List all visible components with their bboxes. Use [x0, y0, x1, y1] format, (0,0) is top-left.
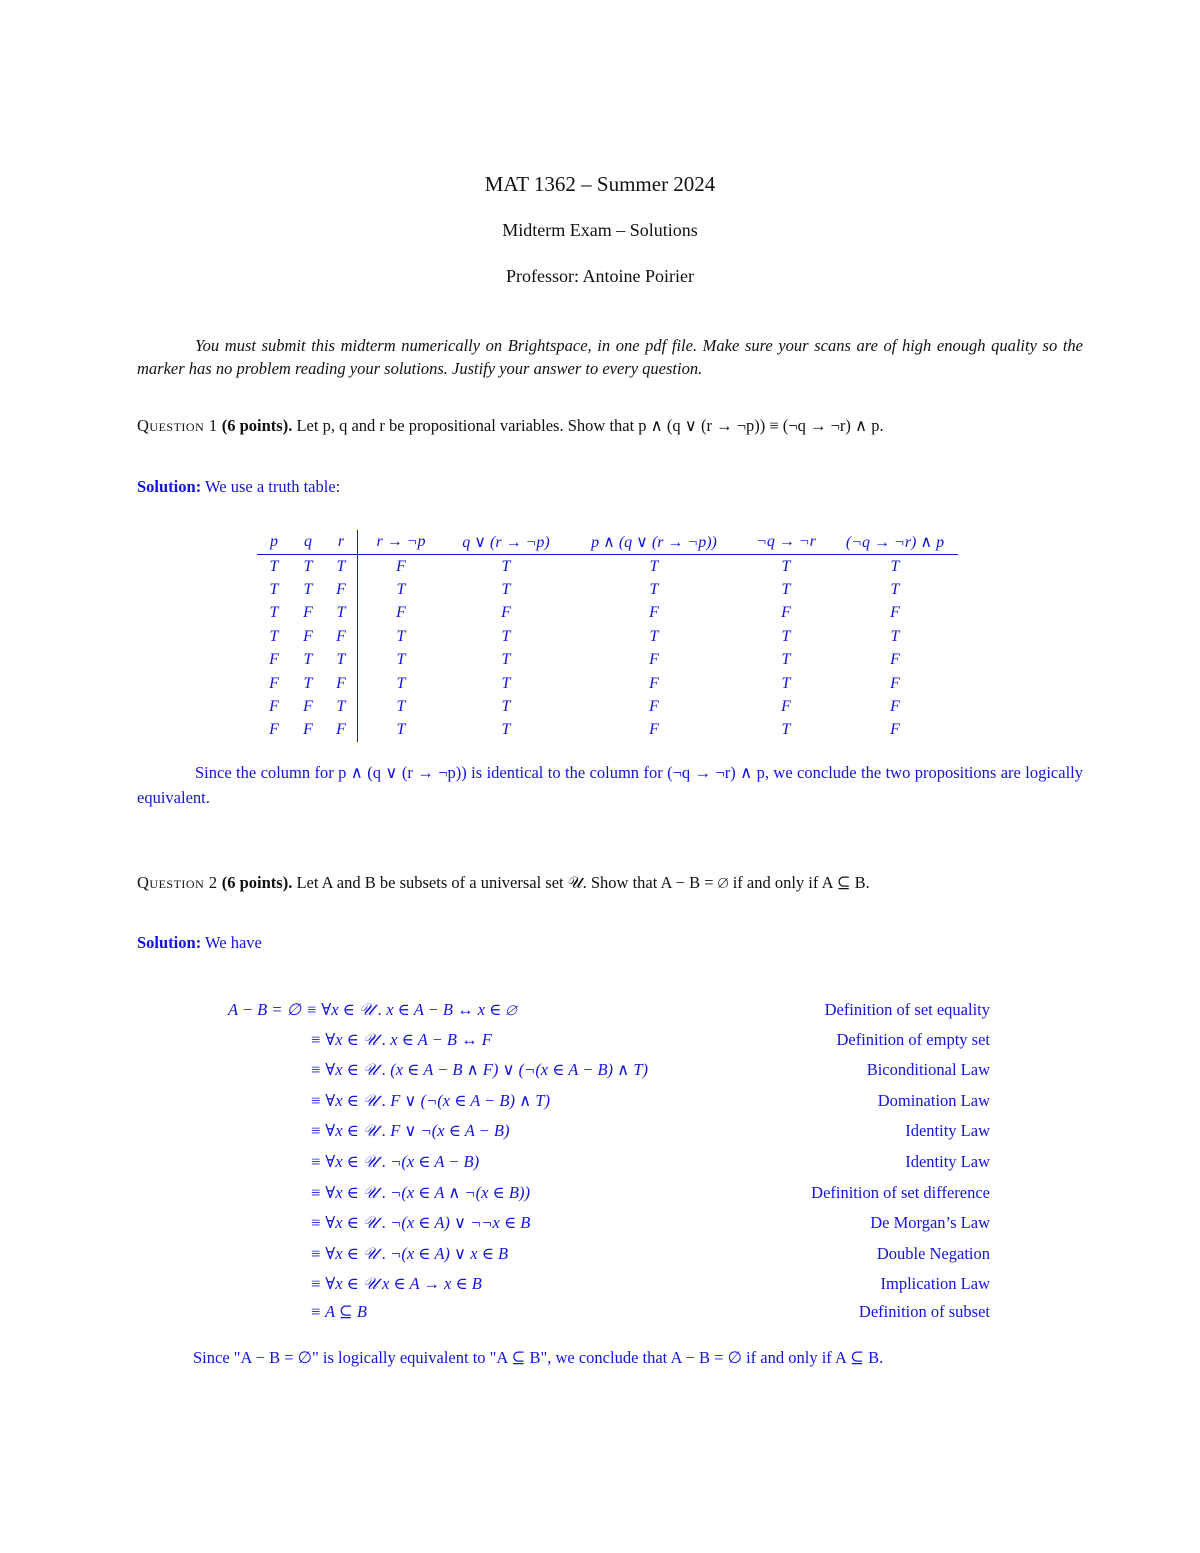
derivation-justification: Identity Law — [905, 1152, 990, 1171]
table-cell: T — [781, 627, 791, 645]
derivation-justification: Domination Law — [877, 1091, 990, 1110]
table-cell: T — [336, 557, 346, 575]
derivation-rhs: ≡ ∀x ∈ 𝒰 . x ∈ A − B ↔ x ∈ ∅ — [306, 1000, 517, 1019]
table-cell: T — [501, 698, 511, 716]
question-1-text: Let p, q and r be propositional variables. Show that p ∧ (q ∨ (r → ¬p)) ≡ (¬q → ¬r) ∧ p. — [296, 416, 884, 435]
table-cell: T — [303, 674, 313, 692]
truth-table — [257, 530, 958, 742]
derivation-rhs: ≡ ∀x ∈ 𝒰 . ¬(x ∈ A − B) — [310, 1152, 480, 1171]
derivation-step — [0, 1213, 1200, 1237]
table-cell: T — [649, 557, 659, 575]
derivation-step — [0, 1121, 1200, 1145]
instructions: You must submit this midterm numerically on Brightspace, in one pdf file. Make sure your scans are of high enough quality so the marker has no problem reading your solutions. Justify your answer to every question. — [137, 336, 1083, 378]
table-cell: F — [336, 627, 346, 645]
question-2-text: Let A and B be subsets of a universal set 𝒰. Show that A − B = ∅ if and only if A ⊆ B. — [296, 873, 870, 892]
derivation-step — [0, 1000, 1200, 1024]
derivation-rhs: ≡ ∀x ∈ 𝒰 x ∈ A → x ∈ B — [310, 1274, 482, 1293]
table-cell: T — [890, 557, 900, 575]
derivation-justification: Definition of set equality — [824, 1000, 990, 1019]
table-cell: T — [336, 651, 346, 669]
table-row — [257, 719, 958, 742]
table-cell: F — [358, 602, 445, 625]
table-cell: T — [303, 557, 313, 575]
derivation-justification: Double Negation — [876, 1244, 990, 1263]
table-row — [257, 625, 958, 648]
table-cell: T — [336, 698, 346, 716]
table-cell: F — [649, 721, 659, 739]
derivation-rhs: ≡ ∀x ∈ 𝒰 . (x ∈ A − B ∧ F) ∨ (¬(x ∈ A − B) ∧ T) — [310, 1060, 649, 1079]
table-cell: T — [358, 695, 445, 718]
derivation-step — [0, 1183, 1200, 1207]
derivation-rhs: ≡ ∀x ∈ 𝒰 . F ∨ ¬(x ∈ A − B) — [310, 1121, 510, 1140]
table-cell: T — [781, 557, 791, 575]
solution-2-intro-text: We have — [205, 933, 262, 952]
derivation-rhs: ≡ ∀x ∈ 𝒰 . x ∈ A − B ↔ F — [310, 1030, 492, 1049]
table-cell: T — [269, 604, 279, 622]
table-cell: F — [501, 604, 511, 622]
derivation-rhs: ≡ ∀x ∈ 𝒰 . F ∨ (¬(x ∈ A − B) ∧ T) — [310, 1091, 550, 1110]
header-cell: ¬q → ¬r — [740, 530, 832, 555]
question-1-points: (6 points). — [221, 416, 293, 435]
header-cell: r → ¬p — [358, 530, 445, 555]
table-cell: T — [358, 719, 445, 742]
question-2 — [137, 873, 870, 893]
table-cell: T — [890, 581, 900, 599]
table-cell: T — [781, 721, 791, 739]
table-cell: F — [649, 604, 659, 622]
header-cell: r — [325, 530, 358, 555]
header-cell: p ∧ (q ∨ (r → ¬p)) — [568, 530, 740, 555]
table-cell: T — [501, 557, 511, 575]
table-cell: F — [781, 604, 791, 622]
table-row — [257, 672, 958, 695]
derivation-justification: Identity Law — [905, 1121, 990, 1140]
table-cell: F — [649, 651, 659, 669]
table-cell: F — [890, 721, 900, 739]
table-row — [257, 602, 958, 625]
derivation-justification: Biconditional Law — [866, 1060, 990, 1079]
table-cell: T — [781, 581, 791, 599]
table-cell: T — [303, 651, 313, 669]
table-cell: F — [358, 555, 445, 579]
table-cell: F — [303, 604, 313, 622]
derivation-step — [0, 1244, 1200, 1268]
table-cell: F — [336, 581, 346, 599]
derivation-justification: Definition of set difference — [811, 1183, 990, 1202]
derivation-step — [0, 1302, 1200, 1326]
table-cell: T — [358, 649, 445, 672]
derivation-justification: Definition of empty set — [836, 1030, 990, 1049]
solution-2-conclusion: Since "A − B = ∅" is logically equivalent to "A ⊆ B", we conclude that A − B = ∅ if and only if A ⊆ B. — [193, 1348, 884, 1367]
solution-1-intro-text: We use a truth table: — [205, 477, 341, 496]
table-row — [257, 555, 958, 579]
derivation-step — [0, 1030, 1200, 1054]
question-2-label: Question 2 — [137, 873, 218, 892]
table-cell: T — [336, 604, 346, 622]
derivation-rhs: ≡ A ⊆ B — [310, 1302, 367, 1321]
table-cell: F — [890, 674, 900, 692]
table-cell: F — [303, 627, 313, 645]
table-cell: F — [269, 698, 279, 716]
table-cell: T — [649, 627, 659, 645]
derivation-step — [0, 1274, 1200, 1298]
table-cell: T — [501, 674, 511, 692]
solution-2-label: Solution: — [137, 933, 202, 952]
solution-2-intro — [137, 933, 262, 953]
course-title: MAT 1362 – Summer 2024 — [484, 172, 716, 196]
table-cell: T — [358, 672, 445, 695]
question-1-label: Question 1 — [137, 416, 218, 435]
derivation-justification: Definition of subset — [858, 1302, 990, 1321]
table-cell: T — [269, 581, 279, 599]
table-cell: T — [358, 578, 445, 601]
question-1 — [137, 416, 884, 436]
table-cell: F — [336, 674, 346, 692]
table-cell: T — [890, 627, 900, 645]
table-cell: F — [649, 698, 659, 716]
header-cell: (¬q → ¬r) ∧ p — [832, 530, 958, 555]
table-cell: F — [890, 604, 900, 622]
truth-table-header — [257, 530, 958, 555]
table-cell: T — [649, 581, 659, 599]
table-cell: F — [303, 721, 313, 739]
table-cell: T — [501, 721, 511, 739]
table-cell: T — [269, 557, 279, 575]
table-cell: T — [303, 581, 313, 599]
derivation-rhs: ≡ ∀x ∈ 𝒰 . ¬(x ∈ A) ∨ x ∈ B — [310, 1244, 509, 1263]
table-cell: F — [336, 721, 346, 739]
question-2-points: (6 points). — [221, 873, 293, 892]
table-cell: T — [501, 627, 511, 645]
table-cell: T — [781, 674, 791, 692]
derivation-rhs: ≡ ∀x ∈ 𝒰 . ¬(x ∈ A) ∨ ¬¬x ∈ B — [310, 1213, 531, 1232]
table-row — [257, 649, 958, 672]
exam-title: Midterm Exam – Solutions — [502, 220, 698, 240]
header-cell: p — [257, 530, 291, 555]
header-cell: q ∨ (r → ¬p) — [444, 530, 568, 555]
table-cell: F — [890, 698, 900, 716]
table-cell: T — [781, 651, 791, 669]
table-row — [257, 578, 958, 601]
table-row — [257, 695, 958, 718]
derivation-justification: De Morgan’s Law — [870, 1213, 990, 1232]
derivation-justification: Implication Law — [880, 1274, 990, 1293]
solution-1-conclusion: Since the column for p ∧ (q ∨ (r → ¬p)) is identical to the column for (¬q → ¬r) ∧ p, we conclude the two propositions are logically equivalent. — [137, 763, 1083, 807]
table-cell: T — [358, 625, 445, 648]
table-cell: T — [501, 581, 511, 599]
table-cell: F — [269, 674, 279, 692]
header-cell: q — [291, 530, 325, 555]
table-cell: T — [269, 627, 279, 645]
derivation-step — [0, 1060, 1200, 1084]
derivation-step — [0, 1152, 1200, 1176]
solution-1-label: Solution: — [137, 477, 202, 496]
derivation-lhs: A − B = ∅ — [228, 1000, 302, 1019]
table-cell: F — [269, 651, 279, 669]
solution-1-intro — [137, 477, 340, 497]
derivation-rhs: ≡ ∀x ∈ 𝒰 . ¬(x ∈ A ∧ ¬(x ∈ B)) — [310, 1183, 530, 1202]
derivation-step — [0, 1091, 1200, 1115]
table-cell: F — [303, 698, 313, 716]
table-cell: T — [501, 651, 511, 669]
table-cell: F — [890, 651, 900, 669]
table-cell: F — [649, 674, 659, 692]
table-cell: F — [269, 721, 279, 739]
professor-name: Professor: Antoine Poirier — [506, 266, 694, 286]
table-cell: F — [781, 698, 791, 716]
